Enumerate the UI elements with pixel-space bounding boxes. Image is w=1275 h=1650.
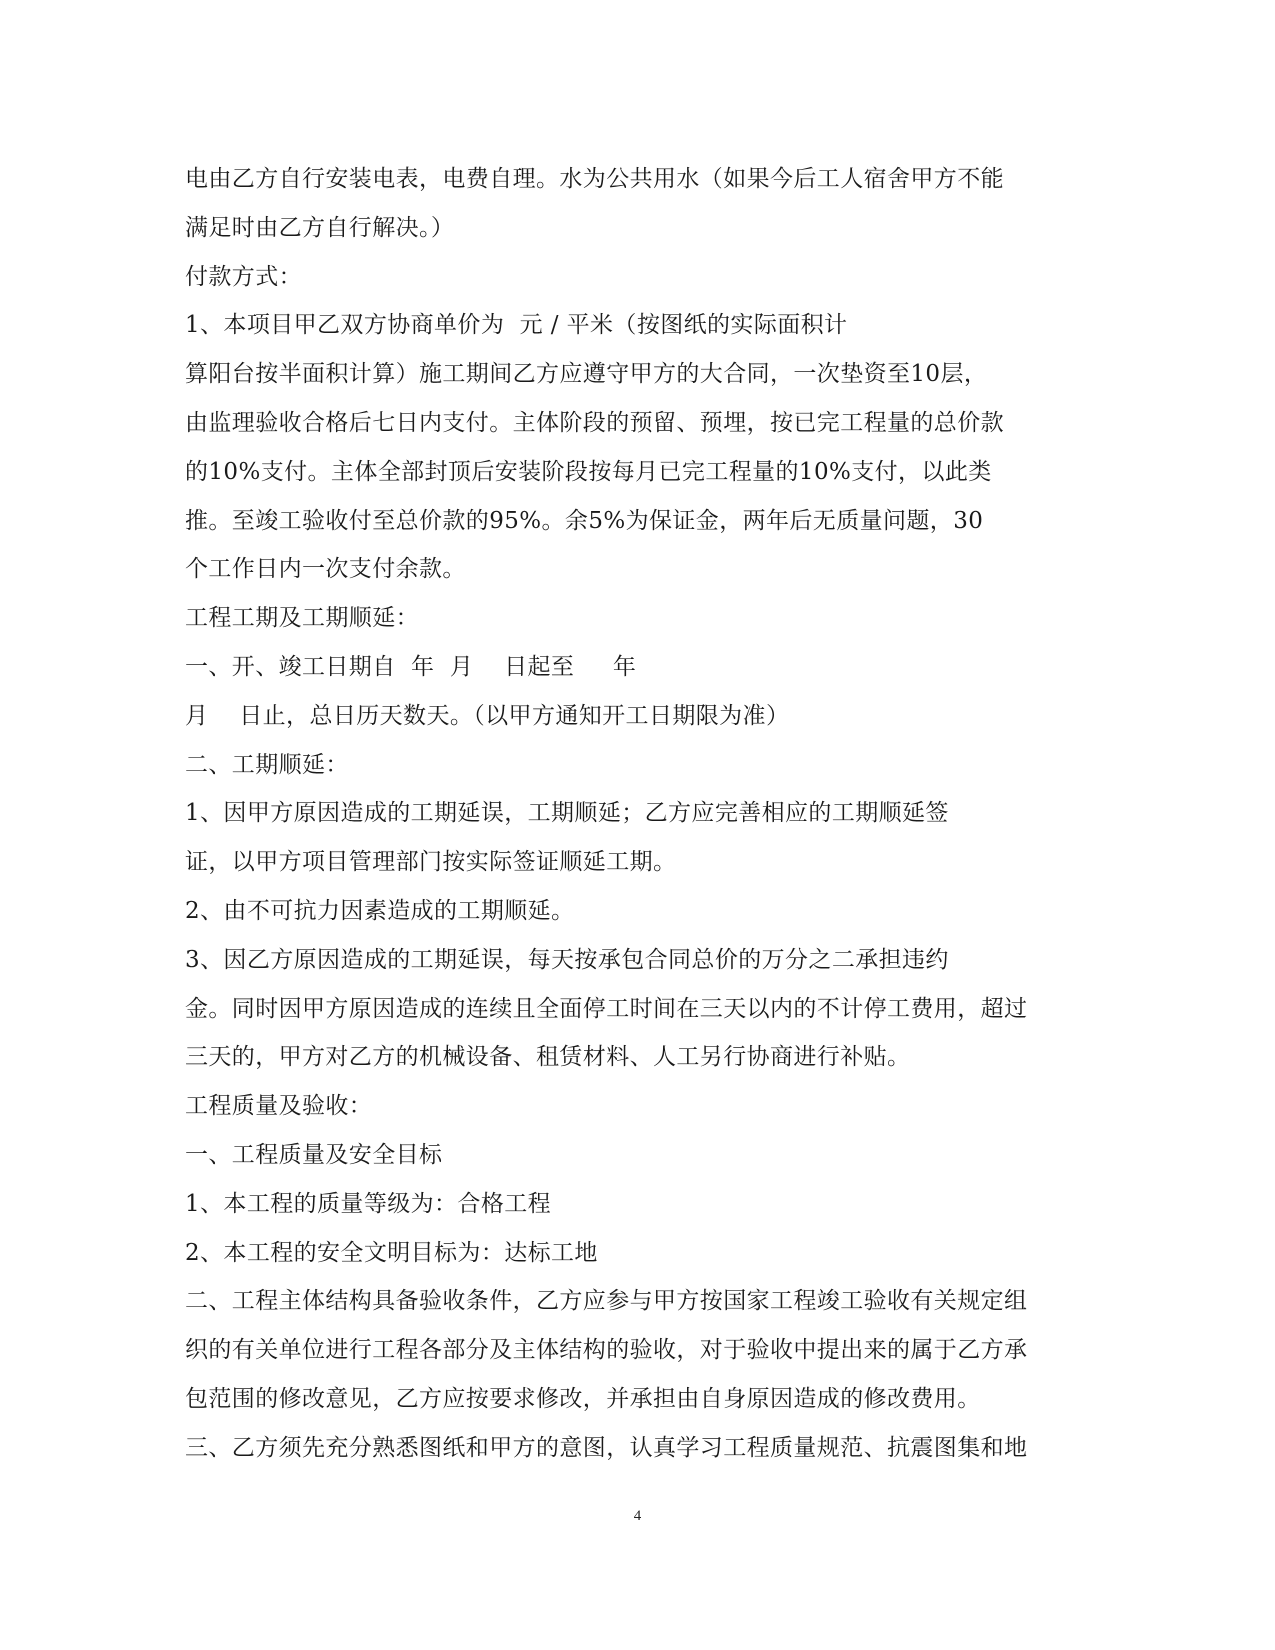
text-line-11: 一、开、竣工日期自 年 月 日起至 年 bbox=[185, 653, 637, 680]
section-heading-quality: 工程质量及验收： bbox=[185, 1093, 373, 1120]
text-line-14: 1、因甲方原因造成的工期延误，工期顺延；乙方应完善相应的工期顺延签 bbox=[185, 800, 949, 827]
text-line-15: 证，以甲方项目管理部门按实际签证顺延工期。 bbox=[185, 849, 677, 876]
section-heading-payment: 付款方式： bbox=[185, 263, 302, 290]
text-line-1: 电由乙方自行安装电表，电费自理。水为公共用水（如果今后工人宿舍甲方不能 bbox=[185, 166, 1004, 192]
text-line-16: 2、由不可抗力因素造成的工期顺延。 bbox=[185, 897, 575, 924]
text-line-5: 算阳台按半面积计算）施工期间乙方应遵守甲方的大合同，一次垫资至10层， bbox=[185, 361, 988, 388]
document-body bbox=[185, 155, 1090, 1473]
text-line-18: 金。同时因甲方原因造成的连续且全面停工时间在三天以内的不计停工费用，超过 bbox=[185, 995, 1028, 1022]
text-line-21: 一、工程质量及安全目标 bbox=[185, 1141, 443, 1168]
text-line-25: 织的有关单位进行工程各部分及主体结构的验收，对于验收中提出来的属于乙方承 bbox=[185, 1337, 1028, 1364]
text-line-23: 2、本工程的安全文明目标为：达标工地 bbox=[185, 1239, 598, 1266]
text-line-8: 推。至竣工验收付至总价款的95%。余5%为保证金，两年后无质量问题，30 bbox=[185, 507, 984, 534]
text-line-4: 1、本项目甲乙双方协商单价为 元 / 平米（按图纸的实际面积计 bbox=[185, 312, 848, 339]
text-line-2: 满足时由乙方自行解决。） bbox=[185, 214, 455, 241]
text-line-19: 三天的，甲方对乙方的机械设备、租赁材料、人工另行协商进行补贴。 bbox=[185, 1044, 911, 1071]
section-heading-schedule: 工程工期及工期顺延： bbox=[185, 605, 419, 632]
text-line-22: 1、本工程的质量等级为：合格工程 bbox=[185, 1190, 552, 1217]
text-line-27: 三、乙方须先充分熟悉图纸和甲方的意图，认真学习工程质量规范、抗震图集和地 bbox=[185, 1434, 1028, 1461]
text-line-13: 二、工期顺延： bbox=[185, 751, 349, 778]
text-line-26: 包范围的修改意见，乙方应按要求修改，并承担由自身原因造成的修改费用。 bbox=[185, 1385, 981, 1412]
text-line-7: 的10%支付。主体全部封顶后安装阶段按每月已完工程量的10%支付，以此类 bbox=[185, 458, 992, 485]
text-line-9: 个工作日内一次支付余款。 bbox=[185, 556, 466, 583]
text-line-24: 二、工程主体结构具备验收条件，乙方应参与甲方按国家工程竣工验收有关规定组 bbox=[185, 1288, 1028, 1315]
text-line-12: 月 日止，总日历天数天。（以甲方通知开工日期限为准） bbox=[185, 702, 790, 729]
text-line-17: 3、因乙方原因造成的工期延误，每天按承包合同总价的万分之二承担违约 bbox=[185, 946, 949, 973]
text-line-6: 由监理验收合格后七日内支付。主体阶段的预留、预埋，按已完工程量的总价款 bbox=[185, 409, 1004, 436]
page-number: 4 bbox=[633, 1508, 642, 1524]
